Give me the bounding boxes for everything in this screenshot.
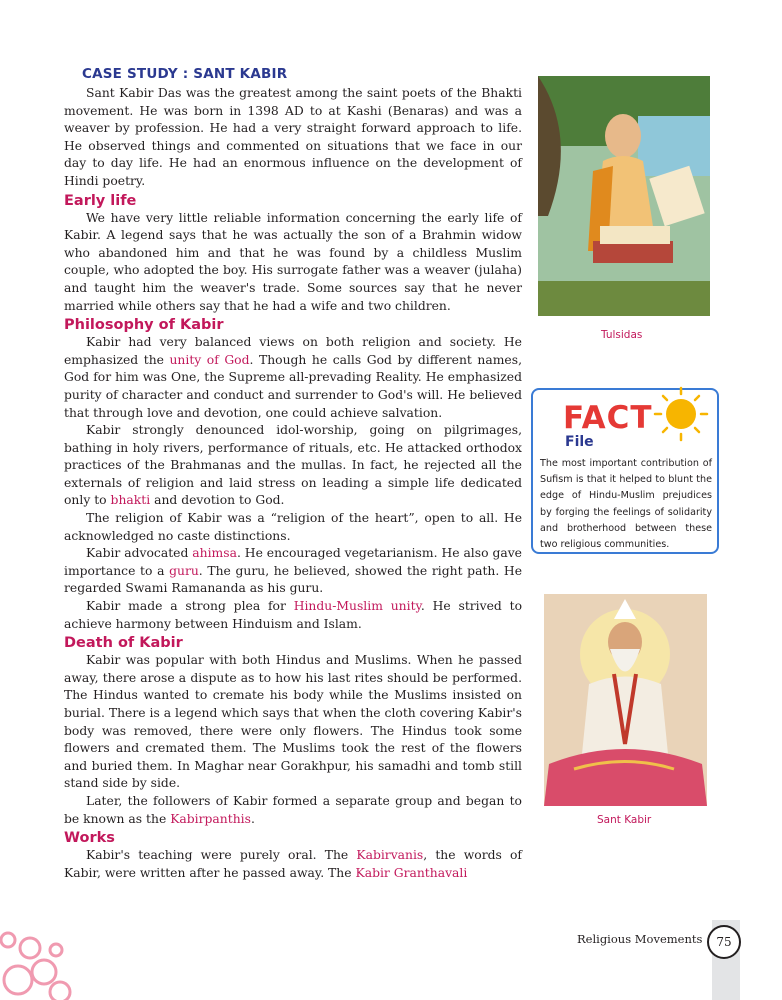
page-number: 75	[707, 925, 741, 959]
tulsidas-illustration	[538, 76, 710, 316]
heading-works: Works	[64, 830, 115, 847]
death-paragraph-1: Kabir was popular with both Hindus and Muslims. When he passed away, there arose a dispute as to how his last rites should be performed. The Hindus wanted to cremate his body while the Muslims insisted on burial. There is a legend which says that when the cloth covering Kabir's body was removed, there were only flowers. The Hindus took some flowers and cremated them. The Muslims took the rest of the flowers and buried them. In Maghar near Gorakhpur, his samadhi and tomb still stand side by side.	[64, 653, 522, 791]
sant-kabir-caption: Sant Kabir	[597, 814, 652, 826]
highlight-kabirvanis: Kabirvanis	[356, 848, 424, 863]
tulsidas-caption: Tulsidas	[601, 329, 643, 341]
fact-text: The most important contribution of Sufism is that it helped to blunt the edge of Hindu-Muslim prejudices by forging the feelings of solidarity and brotherhood between these two religious communities.	[540, 458, 712, 551]
philosophy-paragraph-5: Kabir made a strong plea for Hindu-Muslim unity. He strived to achieve harmony between Hinduism and Islam.	[64, 599, 523, 631]
highlight-unity-of-god: unity of God	[169, 352, 250, 367]
sun-icon	[643, 384, 717, 444]
early-life-paragraph: We have very little reliable information concerning the early life of Kabir. A legend says that he was actually the son of a Brahmin widow who abandoned him and that he was found by a childless Muslim couple, who adopted the boy. His surrogate father was a weaver (julaha) and taught him the weaver's trade. Some sources say that he never married while others say that he had a wife and two children.	[64, 210, 522, 313]
heading-death: Death of Kabir	[64, 635, 183, 652]
highlight-guru: guru	[169, 563, 199, 578]
fact-title: FACT	[563, 400, 653, 436]
main-column	[64, 66, 522, 882]
intro-paragraph: Sant Kabir Das was the greatest among the saint poets of the Bhakti movement. He was born in 1398 AD to at Kashi (Benaras) and was a weaver by profession. He had a very straight forward approach to life. He observed things and commented on situations that we face in our day to day life. He had an enormous influence on the development of Hindi poetry.	[64, 86, 522, 188]
highlight-hindu-muslim-unity: Hindu-Muslim unity	[293, 599, 421, 614]
fact-subtitle: File	[565, 434, 594, 450]
highlight-bhakti: bhakti	[110, 493, 151, 508]
heading-early-life: Early life	[64, 192, 137, 209]
philosophy-paragraph-4: Kabir advocated ahimsa. He encouraged vegetarianism. He also gave importance to a guru. The guru, he believed, showed the right path. He regarded Swami Ramananda as his guru.	[64, 546, 522, 596]
chapter-label: Religious Movements	[577, 932, 703, 946]
highlight-kabirpanthis: Kabirpanthis	[170, 811, 251, 826]
works-paragraph: Kabir's teaching were purely oral. The Kabirvanis, the words of Kabir, were written after he passed away. The Kabir Granthavali	[64, 848, 522, 880]
philosophy-paragraph-3: The religion of Kabir was a “religion of the heart”, open to all. He acknowledged no caste distinctions.	[64, 511, 522, 543]
decorative-circles	[0, 910, 80, 1000]
highlight-ahimsa: ahimsa	[192, 546, 237, 561]
heading-philosophy: Philosophy of Kabir	[64, 317, 224, 334]
philosophy-paragraph-2: Kabir strongly denounced idol-worship, going on pilgrimages, bathing in holy rivers, performance of rituals, etc. He attacked orthodox practices of the Brahmanas and the mullas. In fact, he rejected all the externals of religion and laid stress on leading a simple life dedicated only to bhakti and devotion to God.	[64, 423, 522, 508]
death-paragraph-2: Later, the followers of Kabir formed a separate group and began to be known as the Kabirpanthis.	[64, 793, 522, 826]
sant-kabir-illustration	[544, 594, 707, 806]
case-study-title: CASE STUDY : SANT KABIR	[82, 66, 288, 82]
philosophy-paragraph-1: Kabir had very balanced views on both religion and society. He emphasized the unity of God. Though he calls God by different names, God for him was One, the Supreme all-prevading Reality. He emphasized purity of character and conduct and surrender to God's will. He believed that through love and devotion, one could achieve salvation.	[64, 335, 522, 420]
fact-file-box	[531, 388, 719, 554]
highlight-kabir-granthavali: Kabir Granthavali	[355, 865, 468, 880]
